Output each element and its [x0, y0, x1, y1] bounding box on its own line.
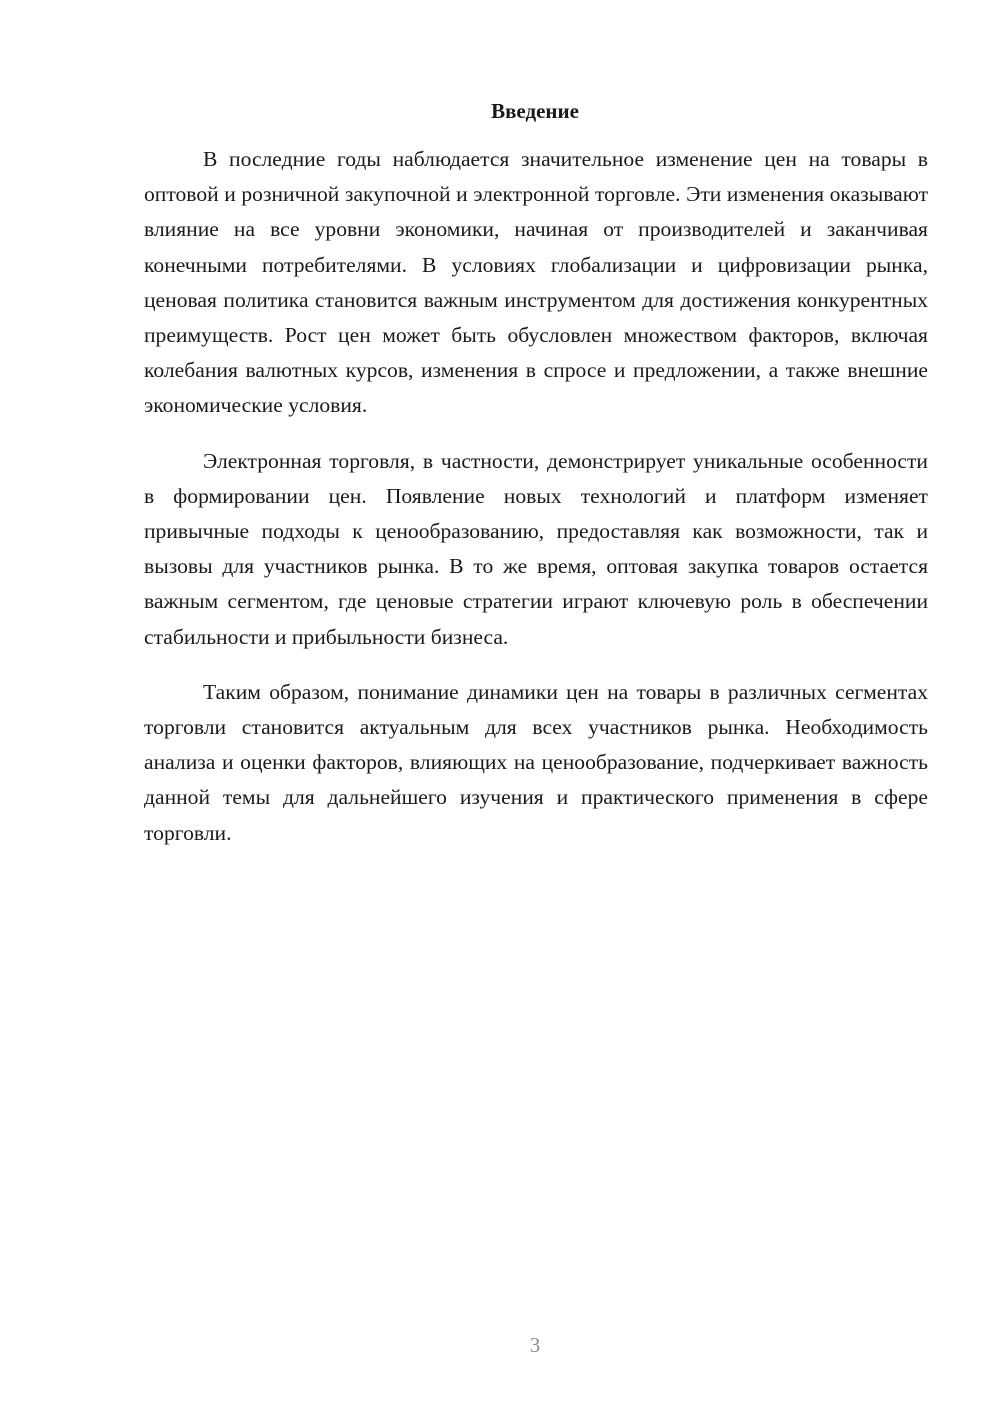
page-number: 3 [529, 1333, 541, 1357]
paragraph-1: В последние годы наблюдается значительное изменение цен на товары в оптовой и розничной закупочной и электронной торговле. Эти изменения оказывают влияние на все уровни экономики, начиная от производителей и заканчивая конечными потребителями. В условиях глобализации и цифровизации рынка, ценовая политика становится важным инструментом для достижения конкурентных преимуществ. Рост цен может быть обусловлен множеством факторов, включая колебания валютных курсов, изменения в спросе и предложении, а также внешние экономические условия. [144, 147, 928, 418]
section-title: Введение [491, 99, 579, 123]
paragraph-2: Электронная торговля, в частности, демонстрирует уникальные особенности в формировании цен. Появление новых технологий и платформ изменяет привычные подходы к ценообразованию, предоставляя как возможности, так и вызовы для участников рынка. В то же время, оптовая закупка товаров остается важным сегментом, где ценовые стратегии играют ключевую роль в обеспечении стабильности и прибыльности бизнеса. [144, 448, 928, 649]
paragraph-3: Таким образом, понимание динамики цен на товары в различных сегментах торговли становится актуальным для всех участников рынка. Необходимость анализа и оценки факторов, влияющих на ценообразование, подчеркивает важность данной темы для дальнейшего изучения и практического применения в сфере торговли. [144, 679, 928, 845]
body-text [144, 142, 928, 851]
